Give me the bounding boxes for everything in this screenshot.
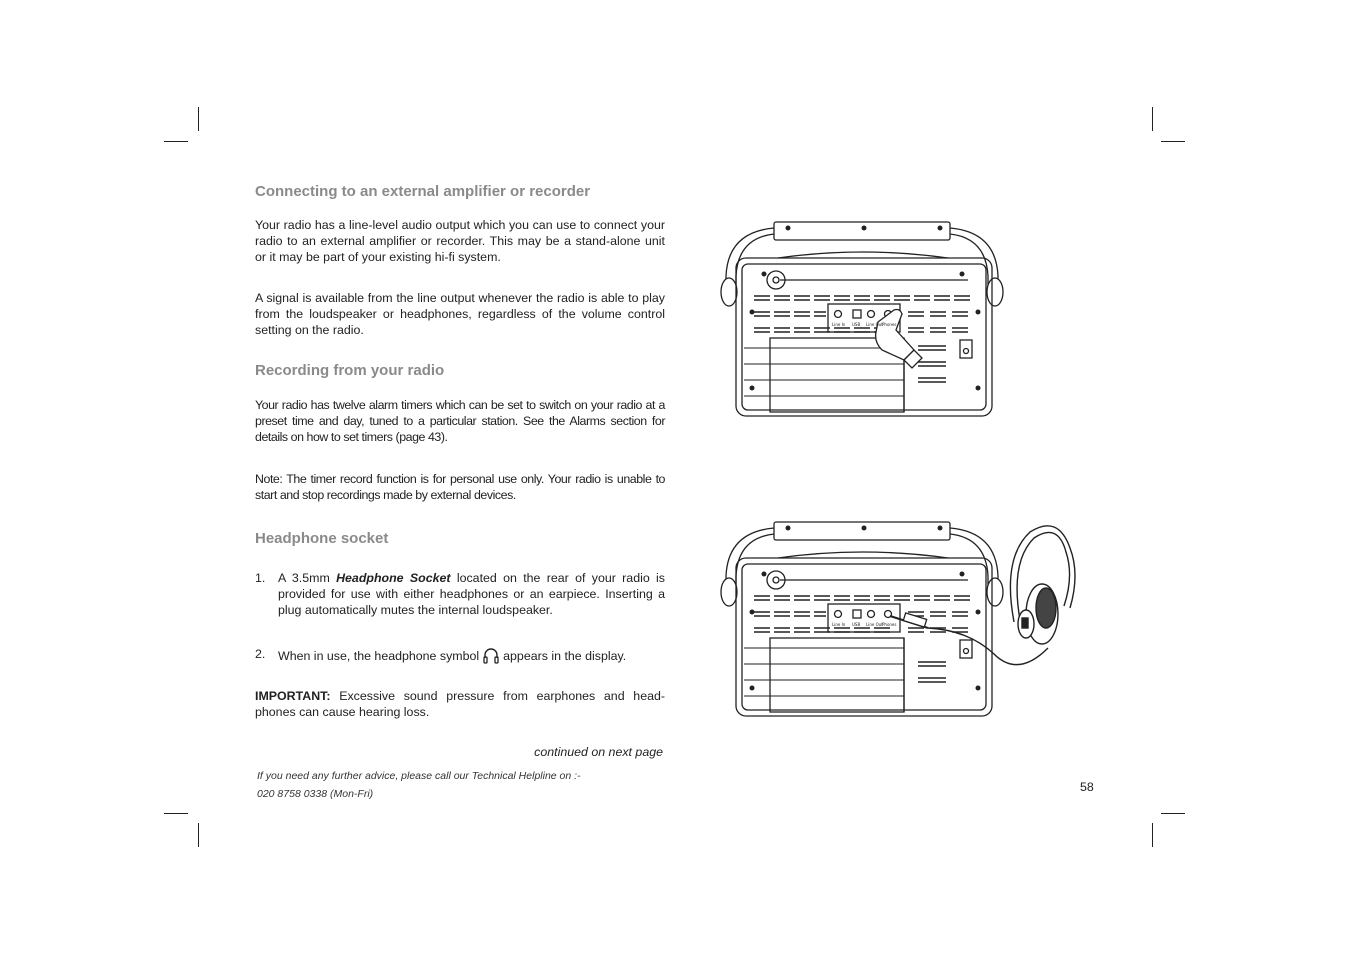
headphone-icon [482,646,500,664]
label-line-out: Line Out [866,622,883,627]
paragraph-recording-2: Note: The timer record function is for personal use only. Your radio is unable to start and stop recordings made by external devices. [255,472,665,503]
footer-helpline-text: If you need any further advice, please call our Technical Helpline on :- [257,770,581,782]
crop-mark [164,141,188,142]
paragraph-amplifier-1: Your radio has a line-level audio output which you can use to connect your radio to an external amplifier or recorder. This may be a stand-alone unit or it may be part of your existing hi-fi system. [255,218,665,265]
important-note: IMPORTANT: Excessive sound pressure from earphones and head-phones can cause hearing loss. [255,689,665,720]
crop-mark [1152,823,1153,847]
headphone-socket-term: Headphone Socket [336,571,451,585]
crop-mark [1152,107,1153,131]
list-text: When in use, the headphone symbol appears in the display. [278,646,665,664]
label-line-in: Line In [832,622,846,627]
crop-mark [164,813,188,814]
crop-mark [198,823,199,847]
crop-mark [1161,813,1185,814]
page-number: 58 [1080,780,1094,794]
label-usb: USB [852,322,861,327]
heading-headphone: Headphone socket [255,530,389,547]
radio-rear-figure [718,218,1008,420]
heading-amplifier: Connecting to an external amplifier or recorder [255,183,591,200]
footer-helpline-number: 020 8758 0338 (Mon-Fri) [257,788,374,800]
heading-recording: Recording from your radio [255,362,445,379]
list-text: A 3.5mm Headphone Socket located on the rear of your radio is provided for use with either headphones or an earpiece. Inserting a plug automatically mutes the internal loudspeaker. [278,571,665,618]
label-phones: Phones [882,322,897,327]
continued-note: continued on next page [534,745,663,759]
label-line-in: Line In [832,322,846,327]
label-usb: USB [852,622,861,627]
radio-headphones-figure [718,518,1083,720]
label-phones: Phones [882,622,897,627]
crop-mark [1161,141,1185,142]
crop-mark [198,107,199,131]
paragraph-amplifier-2: A signal is available from the line output whenever the radio is able to play from the loudspeaker or headphones, regardless of the volume control setting on the radio. [255,291,665,338]
list-number: 1. [255,571,266,585]
list-number: 2. [255,647,266,661]
paragraph-recording-1: Your radio has twelve alarm timers which can be set to switch on your radio at a preset time and day, tuned to a particular station. See the Alarms section for details on how to set timers (page 43). [255,398,665,445]
label-line-out: Line Out [866,322,883,327]
